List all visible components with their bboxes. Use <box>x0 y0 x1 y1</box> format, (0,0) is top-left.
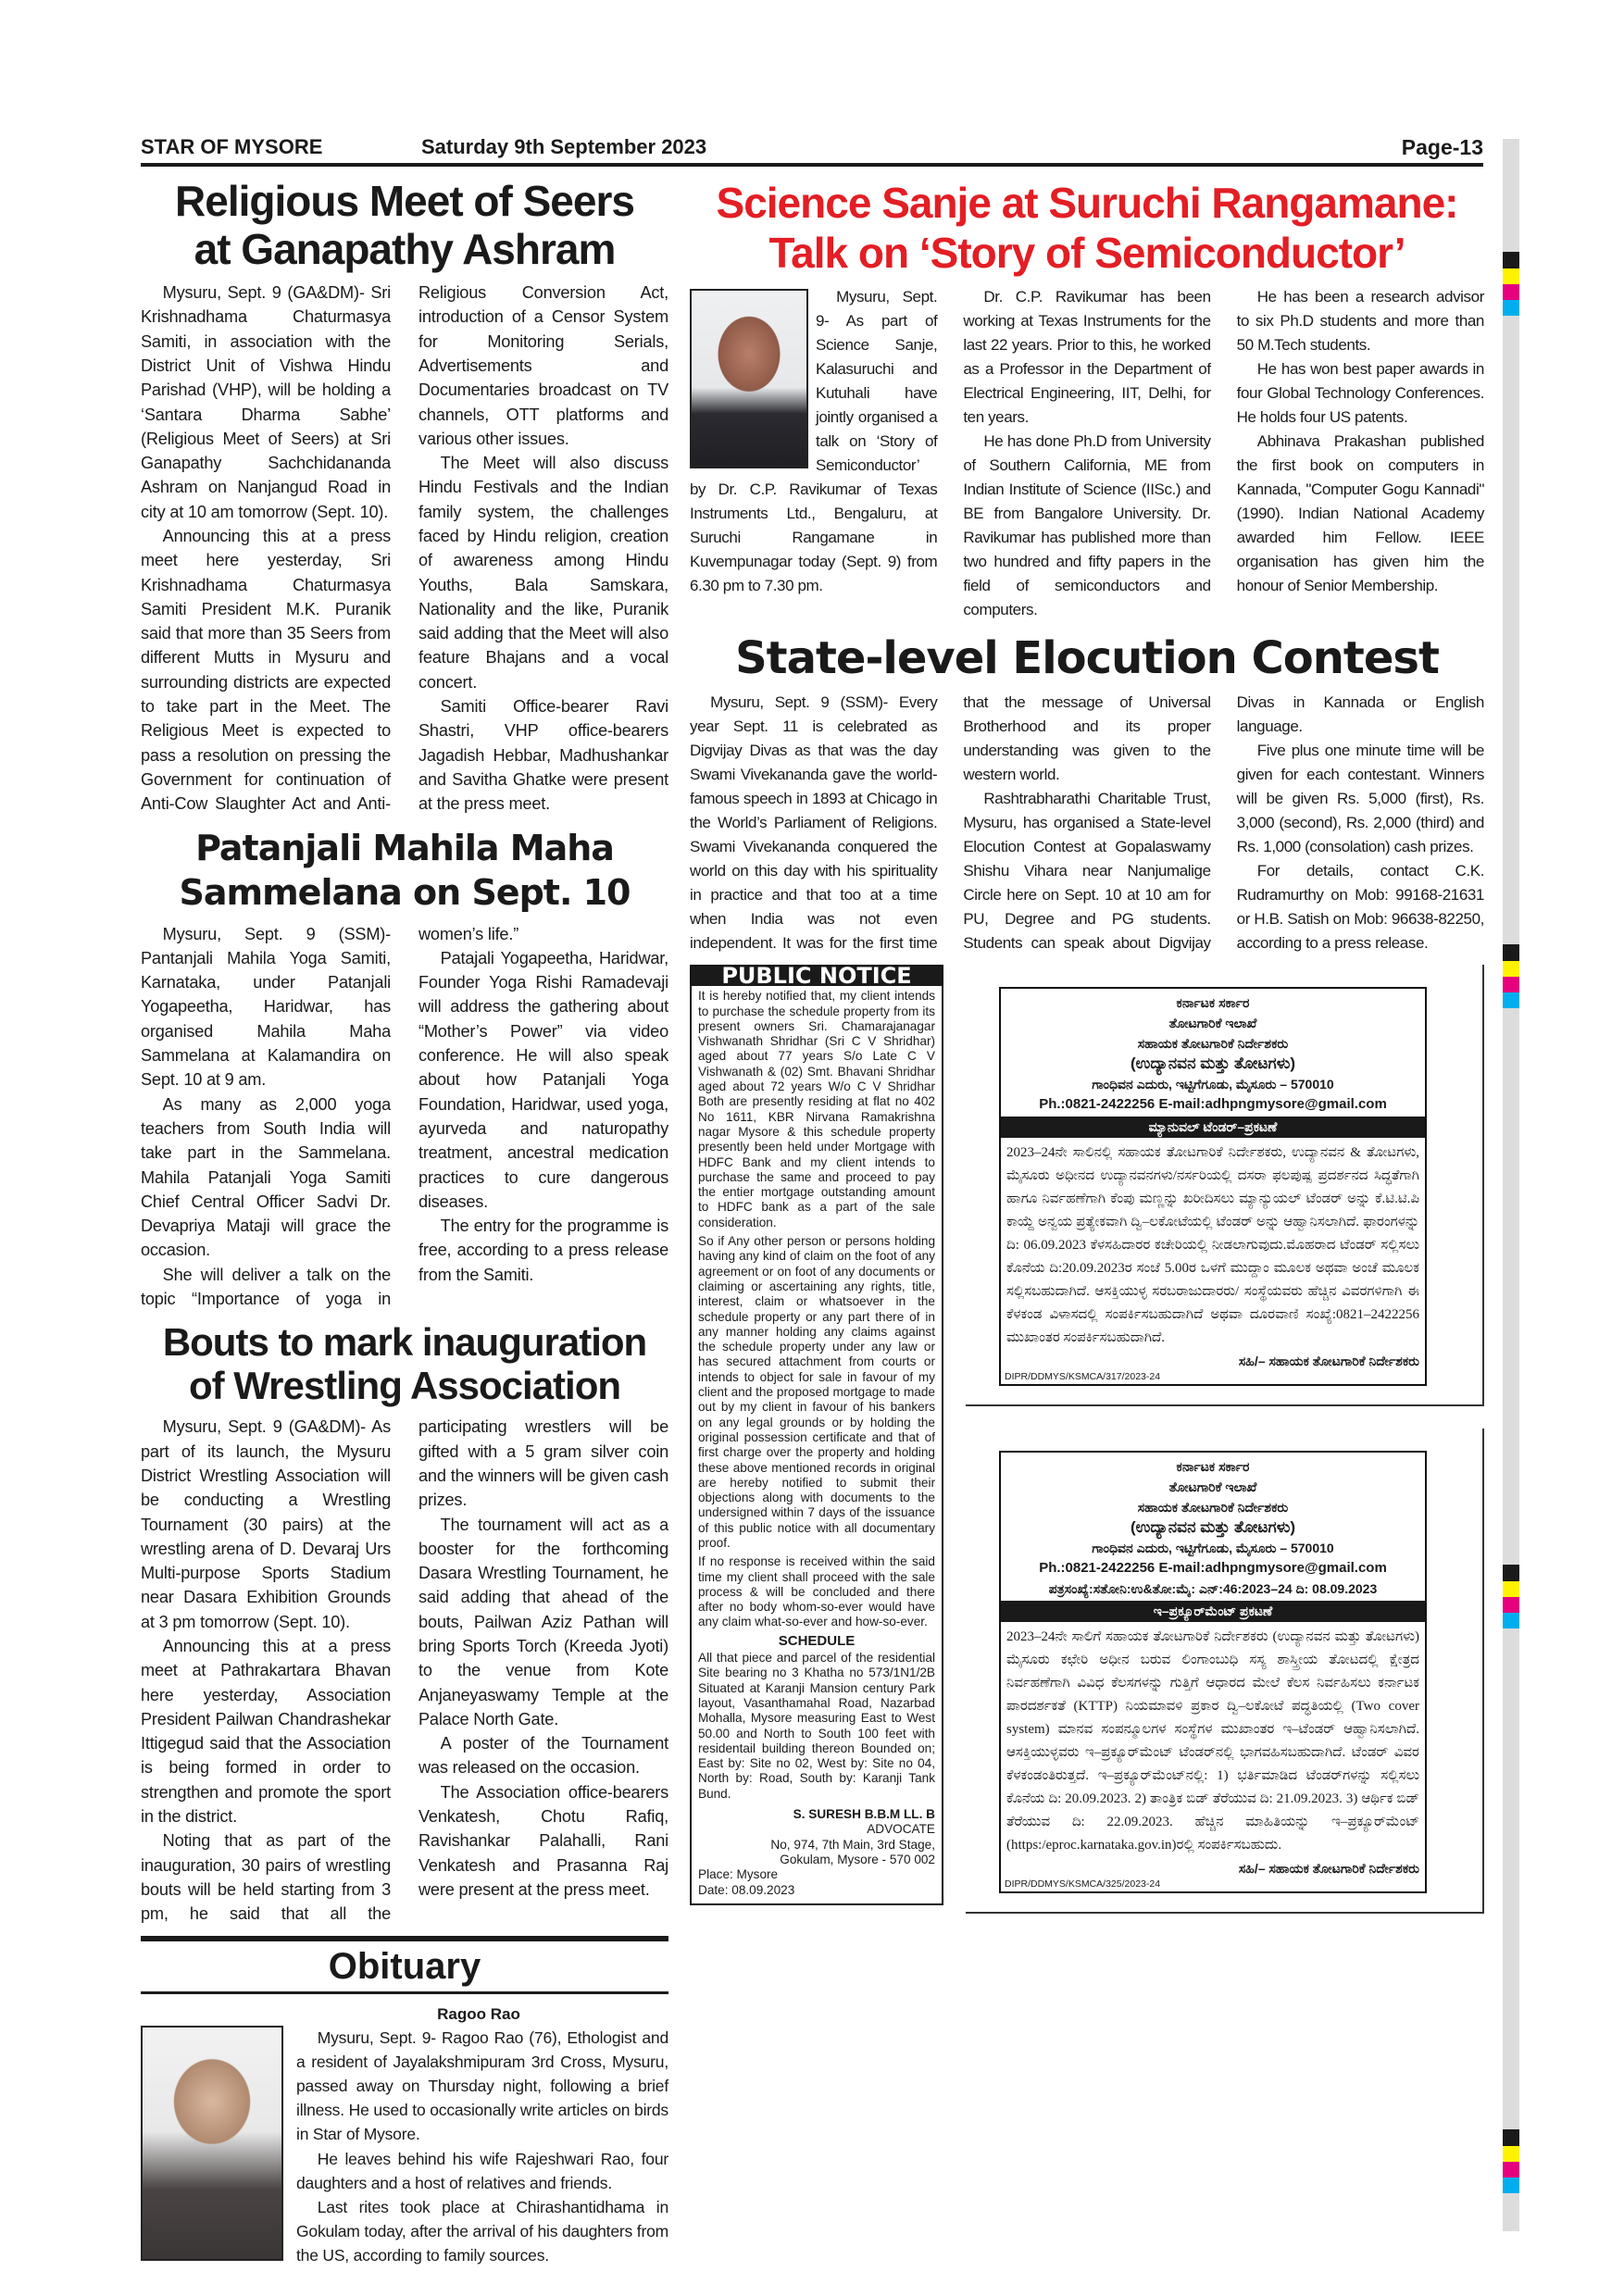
public-notice-ad <box>690 965 943 1905</box>
section-rule <box>141 1991 668 1994</box>
ad-header-line: ಕರ್ನಾಟಕ ಸರ್ಕಾರ <box>1176 995 1250 1010</box>
ad-signature: ಸಹಿ/– ಸಹಾಯಕ ತೋಟಗಾರಿಕೆ ನಿರ್ದೇಶಕರು <box>1238 1861 1419 1876</box>
advocate-name: S. SURESH B.B.M LL. B <box>793 1807 935 1822</box>
left-column <box>141 178 668 2268</box>
cmyk-cyan <box>1503 300 1519 316</box>
paragraph: Announcing this at a press meet at Pathrakartara Bhavan here yesterday, Association President Pailwan Chandrashekar Ittigegud said that the Association is being formed in order to strengthen and promote the sport in the district. <box>141 1636 391 1827</box>
obituary-section <box>141 1936 668 2268</box>
ad-header-line: ತೋಟಗಾರಿಕೆ ಇಲಾಖೆ <box>1168 1016 1257 1030</box>
wrestling-body <box>141 1415 668 1926</box>
ad-header-line: ಸಹಾಯಕ ತೋಟಗಾರಿಕೆ ನಿರ್ದೇಶಕರು <box>1137 1500 1289 1515</box>
headline-line: Religious Meet of Seers <box>175 177 634 225</box>
cmyk-black <box>1503 252 1519 268</box>
elocution-headline: State-level Elocution Contest <box>735 632 1439 684</box>
headline-line: Sammelana on Sept. 10 <box>179 871 631 913</box>
headline-line: at Ganapathy Ashram <box>194 224 616 273</box>
headline-line: Talk on ‘Story of Semiconductor’ <box>768 229 1405 277</box>
ad-header-line: (ಉದ್ಯಾನವನ ಮತ್ತು ತೋಟಗಳು) <box>1130 1054 1296 1072</box>
ad-header-line: ತೋಟಗಾರಿಕೆ ಇಲಾಖೆ <box>1168 1479 1257 1494</box>
article-headline <box>690 178 1484 278</box>
schedule-text: All that piece and parcel of the residential Site bearing no 3 Khatha no 573/1N1/2B Situated at Karanji Mansion century Park layout, Vasanthamahal Road, Nazarbad Mohalla, Mysore measuring East to West 50.00 and North to South 100 feet with residentail building thereon Bounded on; East by: Site no 02, West by: Site no 04, North by: Road, South by: Karanji Tank Bund. <box>698 1651 935 1801</box>
paragraph: Rashtrabharathi Charitable Trust, Mysuru, has organised a State-level Elocution Contest at Gopalaswamy Shishu Vihara near Nanjumalige Circle here on Sept. 10 at 10 am for PU, Degree and PG students. Students can speak about Digvijay Divas in Kannada or English language. <box>963 693 1484 952</box>
ad-header-line: ಕರ್ನಾಟಕ ಸರ್ಕಾರ <box>1176 1459 1250 1474</box>
ad-header <box>1001 989 1425 1115</box>
religious-meet-body <box>141 281 668 817</box>
masthead-rule <box>141 163 1483 167</box>
paragraph: The Association office-bearers Venkatesh, Chotu Rafiq, Ravishankar Palahalli, Rani Venkatesh and Prasanna Raj were present at the press meet. <box>418 1782 668 1899</box>
paragraph: Patajali Yogapeetha, Haridwar, Founder Yoga Rishi Ramadevaji will address the gathering about “Mother’s Power” via video conference. He will also speak about how Patanjali Yoga Foundation, Haridwar, used yoga, ayurveda and naturopathy treatment, ancestral medication practices to cure dangerous diseases. <box>418 948 668 1211</box>
cmyk-yellow <box>1503 1581 1519 1597</box>
paragraph: Mysuru, Sept. 9- Ragoo Rao (76), Ethologist and a resident of Jayalakshmipuram 3rd Cross, Mysuru, passed away on Thursday night, following a brief illness. He used to occasionally write articles on birds in Star of Mysore. <box>296 2028 668 2144</box>
advertisements-row <box>690 965 1484 1914</box>
paragraph: If no response is received within the said time my client shall proceed with the sale process & will be concluded and there after no body whom-so-ever would have any claim what-so-ever and how-so-ever. <box>698 1554 935 1629</box>
cmyk-magenta <box>1503 284 1519 300</box>
paragraph: It is hereby notified that, my client intends to purchase the schedule property from its present owners Sri. Chamarajanagar Vishwanath Shridhar (Sri C V Shridhar) aged about 77 years S/o Late C V Vishwanath & (02) Smt. Bhavani Shridhar aged about 72 years W/o C V Shridhar Both are presently residing at flat no 402 No 1611, KBR Nirvana Ramakrishna nagar Mysore & this schedule property presently been held under Mortgage with HDFC Bank and my client intends to purchase the same and proceed to pay the entier mortgage outstanding amount to HDFC bank as a part of the sale consideration. <box>698 989 935 1229</box>
paragraph: He leaves behind his wife Rajeshwari Rao, four daughters and a host of relatives and friends. <box>296 2149 668 2192</box>
ad-title-bar: ಮ್ಯಾನುವಲ್ ಟೆಂಡರ್–ಪ್ರಕಟಣೆ <box>1001 1117 1425 1138</box>
ad-body: 2023–24ನೇ ಸಾಲಿಗೆ ಸಹಾಯಕ ತೋಟಗಾರಿಕೆ ನಿರ್ದೇಶಕರು (ಉದ್ಯಾನವನ ಮತ್ತು ತೋಟಗಳು) ಮೈಸೂರು ಕಛೇರಿ ಅಧೀನ ಬರುವ ಲಿಂಗಾಂಬುಧಿ ಸಸ್ಯ ಶಾಸ್ತ್ರೀಯ ತೋಟದಲ್ಲಿ ಕ್ಷೇತ್ರದ ನಿರ್ವಹಣೆಗಾಗಿ ವಿವಿಧ ಕೆಲಸಗಳನ್ನು ಗುತ್ತಿಗೆ ಆಧಾರದ ಮೇಲೆ ಕೆಲಸ ನಿರ್ವಹಿಸಲು ಕರ್ನಾಟಕ ಪಾರದರ್ಶಕತೆ (KTTP) ನಿಯಮಾವಳಿ ಪ್ರಕಾರ ದ್ವಿ–ಲಕೋಟೆ ಪದ್ಧತಿಯಲ್ಲಿ (Two cover system) ಮಾನವ ಸಂಪನ್ಮೂಲಗಳ ಸಂಸ್ಥೆಗಳ ಮುಖಾಂತರ ಇ–ಟೆಂಡರ್ ಆಹ್ವಾನಿಸಲಾಗಿದೆ. ಆಸಕ್ತಿಯುಳ್ಳವರು ಇ–ಪ್ರಕ್ಯೂರ್‌ಮೆಂಟ್ ಟೆಂಡರ್‌ನಲ್ಲಿ ಭಾಗವಹಿಸಬಹುದಾಗಿದೆ. ಟೆಂಡರ್ ವಿವರ ಕೆಳಕಂಡಂತಿರುತ್ತದೆ. ಇ–ಪ್ರಕ್ಯೂರ್‌ಮೆಂಟ್‌ನಲ್ಲಿ: 1) ಭರ್ತಿಮಾಡಿದ ಟೆಂಡರ್‌ಗಳನ್ನು ಸಲ್ಲಿಸಲು ಕೊನೆಯ ದಿ: 20.09.2023. 2) ತಾಂತ್ರಿಕ ಬಿಡ್ ತೆರೆಯುವ ದಿ: 21.09.2023. 3) ಆರ್ಥಿಕ ಬಿಡ್ ತೆರೆಯುವ ದಿ: 22.09.2023. ಹೆಚ್ಚಿನ ಮಾಹಿತಿಯನ್ನು ಇ–ಪ್ರಕ್ಯೂರ್‌ಮೆಂಟ್ (https:/eproc.karnataka.gov.in)ರಲ್ಲಿ ಸಂಪರ್ಕಿಸಬಹುದು. <box>1006 1629 1419 1853</box>
ad-header-line: ಸಹಾಯಕ ತೋಟಗಾರಿಕೆ ನಿರ್ದೇಶಕರು <box>1137 1036 1289 1051</box>
patanjali-body <box>141 922 668 1312</box>
elocution-body <box>690 691 1484 955</box>
headline-line: Bouts to mark inauguration <box>162 1320 647 1365</box>
government-ads <box>966 965 1484 1914</box>
ad-header-line: ಗಾಂಧಿವನ ಎದುರು, ಇಟ್ಟಿಗೆಗೂಡು, ಮೈಸೂರು – 570010 <box>1092 1541 1334 1555</box>
ad-contact: Ph.:0821-2422256 E-mail:adhpngmysore@gmail.com <box>1039 1096 1387 1112</box>
patanjali-article <box>141 826 668 1312</box>
ad-reference: DIPR/DDMYS/KSMCA/325/2023-24 <box>1005 1878 1161 1890</box>
paragraph: Dr. C.P. Ravikumar has been working at Texas Instruments for the last 22 years. Prior to this, he worked as a Professor in the Department of Electrical Engineering, IIT, Delhi, for ten years. <box>963 288 1211 426</box>
obituary-name: Ragoo Rao <box>437 2004 520 2023</box>
science-sanje-body <box>690 285 1484 622</box>
ad-header <box>1001 1453 1425 1599</box>
paragraph: He has won best paper awards in four Global Technology Conferences. He holds four US patents. <box>1236 360 1484 426</box>
cmyk-yellow <box>1503 961 1519 977</box>
ad-letter-number: ಪತ್ರಸಂಖ್ಯೆ:ಸತೋನಿ:ಉ&ತೋ:ಮೈ: ಎನ್:46:2023–24 ದಿ: 08.09.2023 <box>1048 1581 1378 1596</box>
ad-header-line: ಗಾಂಧಿವನ ಎದುರು, ಇಟ್ಟಿಗೆಗೂಡು, ಮೈಸೂರು – 570010 <box>1092 1077 1334 1092</box>
advocate-address: Gokulam, Mysore - 570 002 <box>780 1852 935 1866</box>
cmyk-black <box>1503 1565 1519 1581</box>
advocate-title: ADVOCATE <box>867 1822 935 1837</box>
cmyk-magenta <box>1503 2162 1519 2177</box>
ad-header-line: (ಉದ್ಯಾನವನ ಮತ್ತು ತೋಟಗಳು) <box>1130 1518 1296 1536</box>
paragraph: Samiti Office-bearer Ravi Shastri, VHP office-bearers Jagadish Hebbar, Madhushankar and Savitha Ghatke were present at the press meet. <box>418 697 668 814</box>
e-procurement-ad <box>999 1451 1427 1893</box>
ad-title-bar: ಇ–ಪ್ರಕ್ಯೂರ್‌ಮೆಂಟ್ ಪ್ರಕಟಣೆ <box>1001 1601 1425 1622</box>
paragraph: So if Any other person or persons holding having any kind of claim on the foot of any agreement or on foot of any documents or claiming or ascertaining any rights, title, interest, claim or whatsoever in the schedule property or any part there of in any manner holding any claims against the schedule property under any law or has secured attachment from courts or intends to object for sale in favour of my client and the proposed mortgage to made out by my client in favour of his bankers on any legal grounds or by holding the original possession certificate and that of first charge over the property and holding these above mentioned records in original are hereby notified to submit their objections along with documents to the undersigned within 7 days of the issuance of this public notice with all documentary proof. <box>698 1234 935 1550</box>
paragraph: She will deliver a talk on the topic “Importance of yoga in women’s life.” <box>141 924 519 1309</box>
elocution-article <box>690 631 1484 955</box>
paragraph: Mysuru, Sept. 9- As part of Science Sanje, Kalasuruchi and Kutuhali have jointly organised a talk on ‘Story of Semiconductor’ by Dr. C.P. Ravikumar of Texas Instruments Ltd., Bengaluru, at Suruchi Rangamane in Kuvempunagar today (Sept. 9) from 6.30 pm to 7.30 pm. <box>690 288 938 594</box>
paragraph: Mysuru, Sept. 9 (GA&DM)- As part of its launch, the Mysuru District Wrestling Association will be conducting a Wrestling Tournament (30 pairs) at the wrestling arena of D. Devaraj Urs Multi-purpose Sports Stadium near Dasara Exhibition Grounds at 3 pm tomorrow (Sept. 10). <box>141 1417 391 1631</box>
ad-body: 2023–24ನೇ ಸಾಲಿನಲ್ಲಿ ಸಹಾಯಕ ತೋಟಗಾರಿಕೆ ನಿರ್ದೇಶಕರು, ಉದ್ಯಾನವನ & ತೋಟಗಳು, ಮೈಸೂರು ಅಧೀನದ ಉದ್ಯಾನವನಗಳು/ನರ್ಸರಿಯಲ್ಲಿ ದಸರಾ ಫಲಪುಷ್ಪ ಪ್ರದರ್ಶನದ ಸಿದ್ಧತೆಗಾಗಿ ಹಾಗೂ ನಿರ್ವಹಣೆಗಾಗಿ ಕೆಂಪು ಮಣ್ಣನ್ನು ಖರೀದಿಸಲು ಮ್ಯಾನ್ಯುಯಲ್ ಟೆಂಡರ್ ಅನ್ನು ಕೆ.ಟಿ.ಟಿ.ಪಿ ಕಾಯ್ದೆ ಅನ್ವಯ ಪ್ರತ್ಯೇಕವಾಗಿ ದ್ವಿ–ಲಕೋಟೆಯಲ್ಲಿ ಟೆಂಡರ್ ಅನ್ನು ಆಹ್ವಾನಿಸಲಾಗಿದೆ. ಫಾರಂಗಳನ್ನು ದಿ: 06.09.2023 ಕೆಳಸಹಿದಾರರ ಕಚೇರಿಯಲ್ಲಿ ನೀಡಲಾಗುವುದು.ಮೊಹರಾದ ಟೆಂಡರ್ ಸಲ್ಲಿಸಲು ಕೊನೆಯ ದಿ:20.09.2023ರ ಸಂಜೆ 5.00ರ ಒಳಗೆ ಮುದ್ದಾಂ ಮೂಲಕ ಅಥವಾ ಅಂಚೆ ಮೂಲಕ ಸಲ್ಲಿಸಬಹುದಾಗಿದೆ. ಆಸಕ್ತಿಯುಳ್ಳ ಸರಬರಾಜುದಾರರು/ ಸಂಸ್ಥೆಯವರು ಹೆಚ್ಚಿನ ವಿವರಗಳಿಗಾಗಿ ಈ ಕೆಳಕಂಡ ವಿಳಾಸದಲ್ಲಿ ಸಂಪರ್ಕಿಸಬಹುದಾಗಿದೆ ಅಥವಾ ದೂರವಾಣಿ ಸಂಖ್ಯೆ:0821–2422256 ಮುಖಾಂತರ ಸಂಪರ್ಕಿಸಬಹುದಾಗಿದೆ. <box>1006 1145 1419 1345</box>
article-headline <box>141 826 668 915</box>
cmyk-magenta <box>1503 1597 1519 1613</box>
paragraph: Five plus one minute time will be given for each contestant. Winners will be given Rs. 5,000 (first), Rs. 3,000 (second), Rs. 2,000 (third) and Rs. 1,000 (consolation) cash prizes. <box>1236 742 1484 855</box>
cmyk-cyan <box>1503 1613 1519 1628</box>
paragraph: The tournament will act as a booster for the forthcoming Dasara Wrestling Tournament, he said adding that ahead of the bouts, Pailwan Aziz Pathan will bring Sports Torch (Kreeda Jyoti) to the venue from Kote Anjaneyaswamy Temple at the Palace North Gate. <box>418 1515 668 1728</box>
religious-meet-article <box>141 178 668 817</box>
paragraph: He has been a research advisor to six Ph.D students and more than 50 M.Tech students. <box>1236 288 1484 354</box>
cmyk-magenta <box>1503 977 1519 992</box>
paragraph: Noting that as part of the inauguration, 30 pairs of wrestling bouts will be held starting from 3 pm, he said that all the participating wrestlers will be gifted with a 5 gram silver coin and the winners will be given cash prizes. <box>141 1417 668 1924</box>
paragraph: Mysuru, Sept. 9 (SSM)- Every year Sept. 11 is celebrated as Digvijay Divas as that was the day Swami Vivekananda gave the world-famous speech in 1893 at Chicago in the World’s Parliament of Religions. Swami Vivekananda conquered the world on this day with his spirituality in practice and that too at a time when India was not even independent. It was for the first time that the message of Universal Brotherhood and its proper understanding was given to the western world. <box>690 693 1211 952</box>
cmyk-cyan <box>1503 2177 1519 2193</box>
print-color-strip <box>1503 139 1519 2231</box>
paragraph: The entry for the programme is free, according to a press release from the Samiti. <box>418 1217 668 1284</box>
ad-frame <box>966 965 1484 1406</box>
issue-date: Saturday 9th September 2023 <box>421 135 707 158</box>
wrestling-article <box>141 1320 668 1926</box>
ad-frame <box>966 1429 1484 1914</box>
speaker-portrait-photo <box>690 289 808 468</box>
article-headline <box>141 178 668 273</box>
paragraph: Mysuru, Sept. 9 (SSM)- Pantanjali Mahila Yoga Samiti, Karnataka, under Patanjali Yogapeetha, Haridwar, has organised Mahila Maha Sammelana at Kalamandira on Sept. 10 at 9 am. <box>141 924 391 1090</box>
obituary-body <box>141 2026 668 2268</box>
ad-contact: Ph.:0821-2422256 E-mail:adhpngmysore@gmail.com <box>1039 1560 1387 1576</box>
public-notice-title: PUBLIC NOTICE <box>692 967 942 986</box>
paragraph: Abhinava Prakashan published the first book on computers in Kannada, "Computer Gogu Kannadi" (1990). Indian National Academy awarded him Fellow. IEEE organisation has given him the honour of Senior Membership. <box>1236 432 1484 594</box>
science-sanje-article <box>690 178 1484 622</box>
cmyk-black <box>1503 944 1519 961</box>
paragraph: A poster of the Tournament was released on the occasion. <box>418 1734 668 1778</box>
page-number: Page-13 <box>1401 135 1483 159</box>
paragraph: Mysuru, Sept. 9 (GA&DM)- Sri Krishnadhama Chaturmasya Samiti, in association with the District Unit of Vishwa Hindu Parishad (VHP), will be holding a ‘Santara Dharma Sabhe’ (Religious Meet of Seers) at Sri Ganapathy Sachchidananda Ashram on Nanjangud Road in city at 10 am tomorrow (Sept. 10). <box>141 283 391 521</box>
paragraph: Last rites took place at Chirashantidhama in Gokulam today, after the arrival of his daughters from the US, according to family sources. <box>296 2197 668 2265</box>
right-column <box>690 178 1484 1914</box>
paragraph: The Meet will also discuss Hindu Festivals and the Indian family system, the challenges faced by Hindu religion, creation of awareness among Hindu Youths, Bala Samskara, Nationality and the like, Puranik said adding that the Meet will also feature Bhajans and a vocal concert. <box>418 454 668 692</box>
cmyk-yellow <box>1503 2146 1519 2162</box>
cmyk-cyan <box>1503 992 1519 1008</box>
obituary-portrait-photo <box>141 2026 283 2261</box>
obituary-section-title: Obituary <box>328 1945 481 1987</box>
headline-line: Science Sanje at Suruchi Rangamane: <box>716 179 1458 227</box>
headline-line: Patanjali Mahila Maha <box>195 827 614 868</box>
ad-signature: ಸಹಿ/– ಸಹಾಯಕ ತೋಟಗಾರಿಕೆ ನಿರ್ದೇಶಕರು <box>1238 1354 1419 1368</box>
advocate-block <box>698 1807 935 1867</box>
headline-line: of Wrestling Association <box>188 1364 621 1408</box>
paragraph: Announcing this at a press meet here yesterday, Sri Krishnadhama Chaturmasya Samiti President M.K. Puranik said that more than 35 Seers from different Mutts in Mysuru and surrounding districts are expected to take part in the Meet. The Religious Meet is expected to pass a resolution on pressing the Government for continuation of Anti-Cow Slaughter Act and Anti-Religious Conversion Act, introduction of a Censor System for Monitoring Serials, Advertisements and Documentaries broadcast on TV channels, OTT platforms and various other issues. <box>141 283 668 814</box>
paper-name: STAR OF MYSORE <box>141 135 323 158</box>
schedule-title: SCHEDULE <box>778 1632 856 1649</box>
notice-place: Place: Mysore <box>698 1867 779 1882</box>
cmyk-yellow <box>1503 268 1519 284</box>
paragraph: For details, contact C.K. Rudramurthy on Mob: 99168-21631 or H.B. Satish on Mob: 96638-82250, according to a press release. <box>1236 862 1484 952</box>
paragraph: As many as 2,000 yoga teachers from South India will take part in the Sammelana. Mahila Patanjali Yoga Samiti Chief Central Officer Sadvi Dr. Devapriya Mataji will grace the occasion. <box>141 1094 391 1260</box>
notice-date: Date: 08.09.2023 <box>698 1882 795 1897</box>
ad-reference: DIPR/DDMYS/KSMCA/317/2023-24 <box>1005 1371 1161 1382</box>
paragraph: He has done Ph.D from University of Southern California, ME from Indian Institute of Science (IISc.) and BE from Bangalore University. Dr. Ravikumar has published more than two hundred and fifty papers in the field of semiconductors and computers. <box>963 432 1211 618</box>
cmyk-black <box>1503 2129 1519 2146</box>
article-headline <box>141 1320 668 1407</box>
advocate-address: No, 974, 7th Main, 3rd Stage, <box>770 1837 935 1852</box>
manual-tender-ad <box>999 987 1427 1386</box>
